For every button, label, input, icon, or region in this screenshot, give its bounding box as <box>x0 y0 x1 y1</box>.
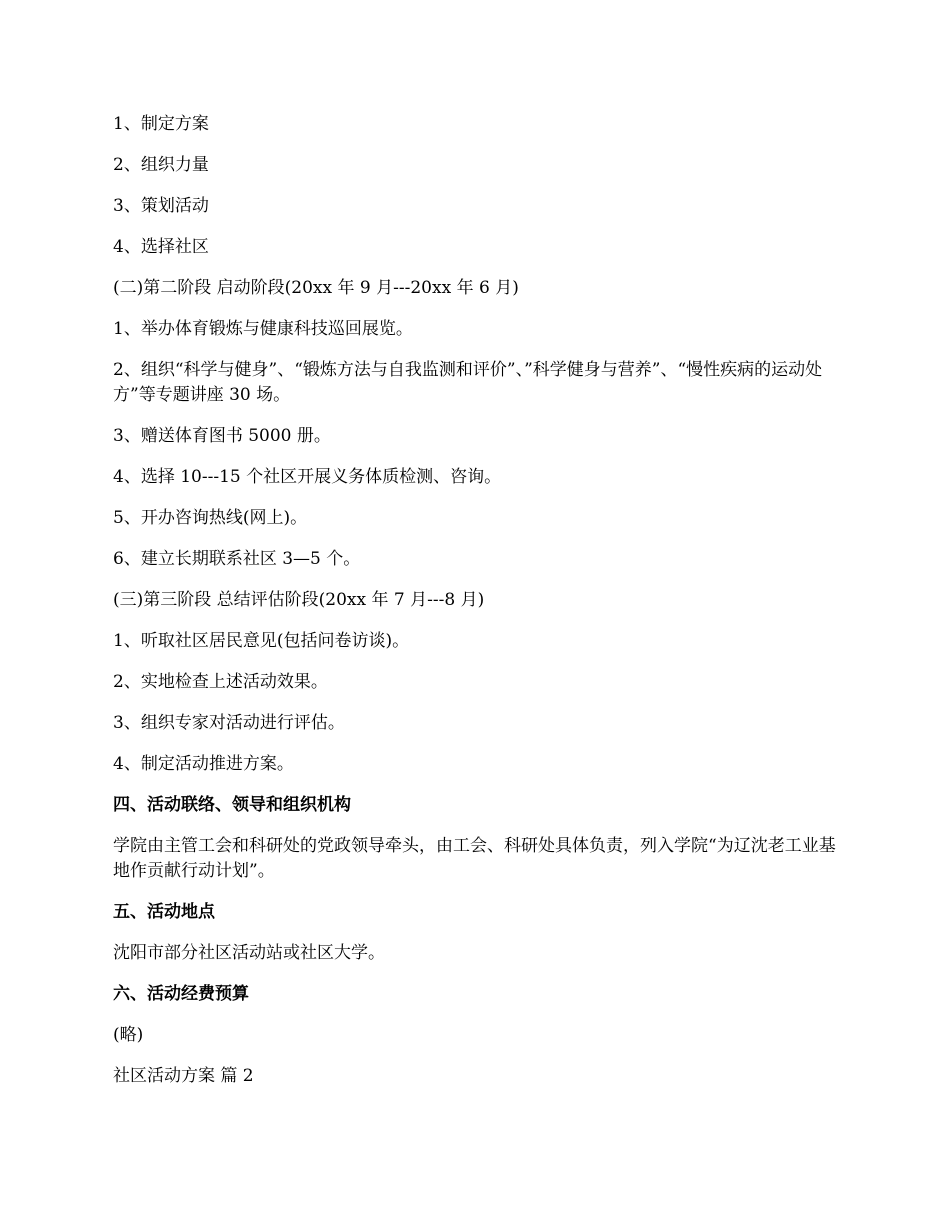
list-item: 3、策划活动 <box>113 196 209 216</box>
list-item: 4、选择 10---15 个社区开展义务体质检测、咨询。 <box>113 467 502 487</box>
section-heading-location: 五、活动地点 <box>113 902 215 922</box>
list-item: 3、组织专家对活动进行评估。 <box>113 713 345 733</box>
list-item: 5、开办咨询热线(网上)。 <box>113 508 308 528</box>
phase-three-title: (三)第三阶段 总结评估阶段(20xx 年 7 月---8 月) <box>113 590 485 610</box>
list-item: 4、制定活动推进方案。 <box>113 754 294 774</box>
document-page <box>113 112 838 1105</box>
list-item: 6、建立长期联系社区 3—5 个。 <box>113 549 361 569</box>
list-item: 2、组织“科学与健身”、“锻炼方法与自我监测和评价”、”科学健身与营养”、“慢性疾病的运动处方”等专题讲座 30 场。 <box>113 360 823 405</box>
organization-paragraph: 学院由主管工会和科研处的党政领导牵头，由工会、科研处具体负责，列入学院“为辽沈老工业基地作贡献行动计划”。 <box>113 836 836 881</box>
next-plan-title: 社区活动方案 篇 2 <box>113 1066 254 1086</box>
list-item: 2、组织力量 <box>113 155 209 175</box>
list-item: 1、听取社区居民意见(包括问卷访谈)。 <box>113 631 410 651</box>
budget-paragraph: (略) <box>113 1025 144 1045</box>
section-heading-organization: 四、活动联络、领导和组织机构 <box>113 795 351 815</box>
phase-two-title: (二)第二阶段 启动阶段(20xx 年 9 月---20xx 年 6 月) <box>113 278 519 298</box>
list-item: 3、赠送体育图书 5000 册。 <box>113 426 331 446</box>
list-item: 2、实地检查上述活动效果。 <box>113 672 328 692</box>
list-item: 1、制定方案 <box>113 114 209 134</box>
list-item: 4、选择社区 <box>113 237 209 257</box>
section-heading-budget: 六、活动经费预算 <box>113 984 249 1004</box>
list-item: 1、举办体育锻炼与健康科技巡回展览。 <box>113 319 413 339</box>
location-paragraph: 沈阳市部分社区活动站或社区大学。 <box>113 943 385 963</box>
